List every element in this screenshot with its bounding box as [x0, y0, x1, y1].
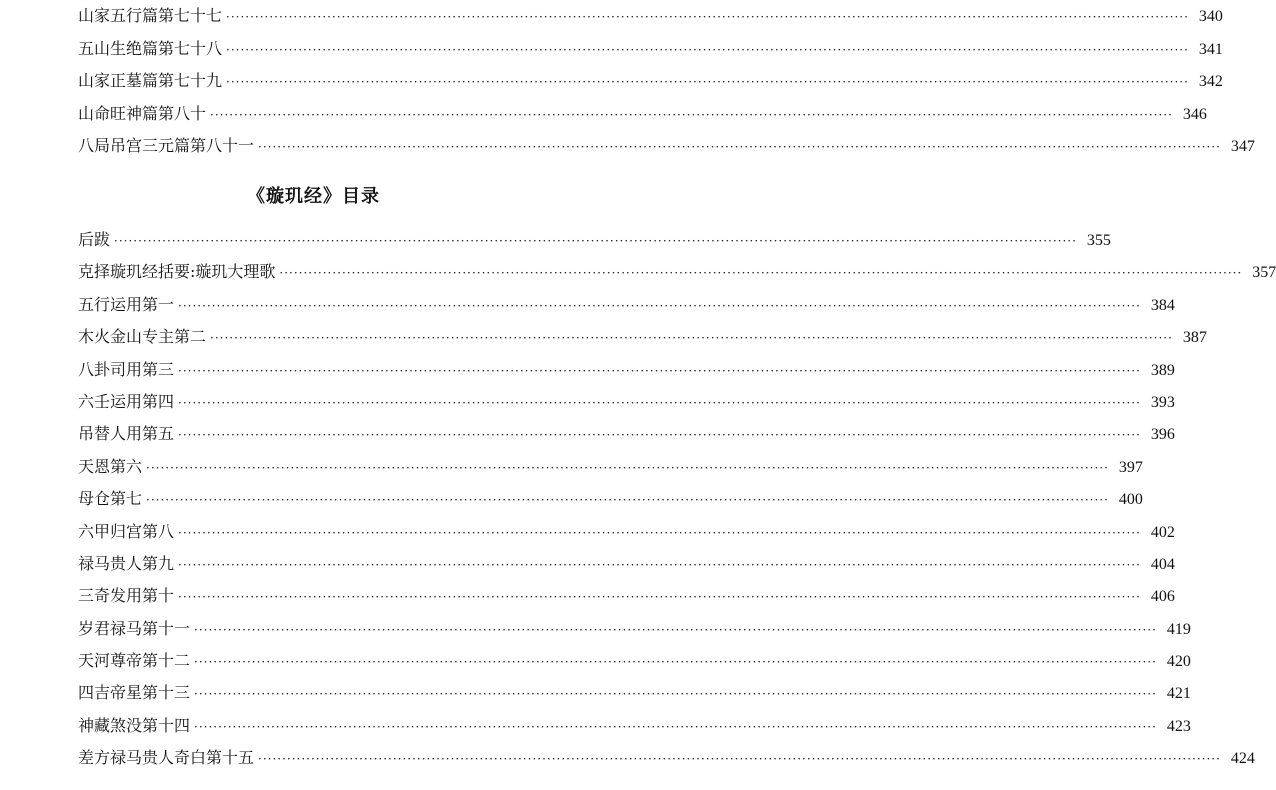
dot-leader: ········································································································································································································: [146, 460, 1109, 475]
toc-entry-title: 岁君禄马第十一: [78, 618, 191, 638]
dot-leader: ········································································································································································································: [279, 266, 1243, 281]
dot-leader: ········································································································································································································: [258, 140, 1221, 154]
dot-leader: ········································································································································································································: [178, 363, 1141, 378]
toc-entry-page-number: 424: [1230, 750, 1255, 768]
toc-entry-page-number: 389: [1150, 361, 1175, 379]
toc-entry: [78, 6, 1223, 39]
toc-entry: [78, 262, 1276, 294]
dot-leader: ········································································································································································································: [178, 557, 1141, 572]
dot-leader: ········································································································································································································: [178, 428, 1141, 443]
toc-entry: [78, 618, 1191, 651]
toc-entry-page-number: 341: [1198, 40, 1223, 58]
toc-entry: [78, 103, 1207, 137]
toc-entry-page-number: 400: [1118, 491, 1143, 509]
toc-entry: [78, 391, 1175, 424]
toc-entry-title: 天河尊帝第十二: [78, 651, 191, 671]
toc-entry-title: 六壬运用第四: [78, 391, 175, 411]
toc-entry-title: 五行运用第一: [78, 294, 175, 314]
toc-entry-title: 山家五行篇第七十七: [78, 6, 223, 25]
dot-leader: ········································································································································································································: [226, 42, 1189, 57]
toc-entry-page-number: 355: [1086, 232, 1111, 249]
toc-entry: [78, 327, 1207, 359]
toc-entry-page-number: 384: [1150, 296, 1175, 314]
toc-entry-page-number: 387: [1182, 329, 1207, 347]
toc-entry-page-number: 402: [1150, 523, 1175, 541]
toc-entry-title: 三奇发用第十: [78, 586, 175, 606]
dot-leader: ········································································································································································································: [226, 75, 1189, 89]
section-heading: 《璇玑经》目录: [247, 186, 380, 207]
toc-entry: [78, 586, 1175, 618]
toc-entry-page-number: 346: [1182, 105, 1207, 123]
toc-entry-page-number: 420: [1166, 653, 1191, 671]
dot-leader: ········································································································································································································: [194, 719, 1157, 734]
toc-entry: [78, 230, 1111, 262]
toc-entry-title: 山命旺神篇第八十: [78, 103, 207, 123]
toc-entry: [78, 748, 1255, 780]
toc-entry-title: 克择璇玑经括要:璇玑大理歌: [78, 262, 276, 282]
toc-entry-page-number: 397: [1118, 458, 1143, 476]
dot-leader: ········································································································································································································: [178, 525, 1141, 540]
toc-entry: [78, 715, 1191, 748]
toc-entry-title: 神藏煞没第十四: [78, 715, 191, 735]
dot-leader: ········································································································································································································: [178, 298, 1141, 313]
toc-entry-page-number: 423: [1166, 717, 1191, 735]
toc-entry: [78, 359, 1175, 392]
dot-leader: ········································································································································································································: [258, 752, 1221, 767]
toc-entry-page-number: 396: [1150, 426, 1175, 444]
toc-entry-title: 后跋: [78, 230, 111, 249]
dot-leader: ········································································································································································································: [194, 687, 1157, 702]
dot-leader: ········································································································································································································: [114, 234, 1077, 248]
toc-entry: [78, 136, 1255, 169]
toc-entry-title: 母仓第七: [78, 489, 143, 509]
toc-entry-page-number: 406: [1150, 588, 1175, 606]
toc-entry-title: 差方禄马贵人奇白第十五: [78, 748, 255, 768]
dot-leader: ········································································································································································································: [210, 331, 1173, 346]
toc-entry-title: 四吉帝星第十三: [78, 683, 191, 703]
toc-list-top: [78, 6, 1255, 169]
toc-entry-title: 禄马贵人第九: [78, 553, 175, 573]
toc-entry-page-number: 421: [1166, 685, 1191, 703]
toc-entry: [78, 683, 1191, 715]
toc-entry: [78, 424, 1175, 456]
dot-leader: ········································································································································································································: [210, 107, 1173, 122]
toc-entry-page-number: 340: [1198, 8, 1223, 25]
toc-entry-title: 六甲归宫第八: [78, 521, 175, 541]
toc-entry-title: 天恩第六: [78, 456, 143, 476]
toc-entry-page-number: 419: [1166, 620, 1191, 638]
dot-leader: ········································································································································································································: [146, 493, 1109, 508]
toc-entry: [78, 651, 1191, 683]
dot-leader: ········································································································································································································: [226, 10, 1189, 24]
dot-leader: ········································································································································································································: [178, 395, 1141, 410]
toc-entry: [78, 521, 1175, 554]
toc-entry-page-number: 393: [1150, 393, 1175, 411]
toc-entry-title: 八卦司用第三: [78, 359, 175, 379]
toc-entry-title: 木火金山专主第二: [78, 327, 207, 347]
toc-entry-page-number: 357: [1252, 264, 1276, 282]
toc-entry: [78, 489, 1143, 521]
toc-entry-page-number: 404: [1150, 555, 1175, 573]
toc-entry-title: 山家正墓篇第七十九: [78, 71, 223, 90]
toc-entry-title: 五山生绝篇第七十八: [78, 38, 223, 58]
dot-leader: ········································································································································································································: [194, 655, 1157, 670]
toc-entry-page-number: 347: [1230, 138, 1255, 155]
toc-entry: [78, 456, 1143, 489]
toc-entry: [78, 553, 1175, 586]
toc-list-main: [78, 230, 1276, 781]
toc-entry-title: 八局吊宫三元篇第八十一: [78, 136, 255, 155]
toc-entry-title: 吊替人用第五: [78, 424, 175, 444]
toc-entry: [78, 294, 1175, 327]
dot-leader: ········································································································································································································: [194, 622, 1157, 637]
toc-entry-page-number: 342: [1198, 73, 1223, 90]
toc-entry: [78, 71, 1223, 104]
toc-entry: [78, 38, 1223, 72]
dot-leader: ········································································································································································································: [178, 590, 1141, 605]
